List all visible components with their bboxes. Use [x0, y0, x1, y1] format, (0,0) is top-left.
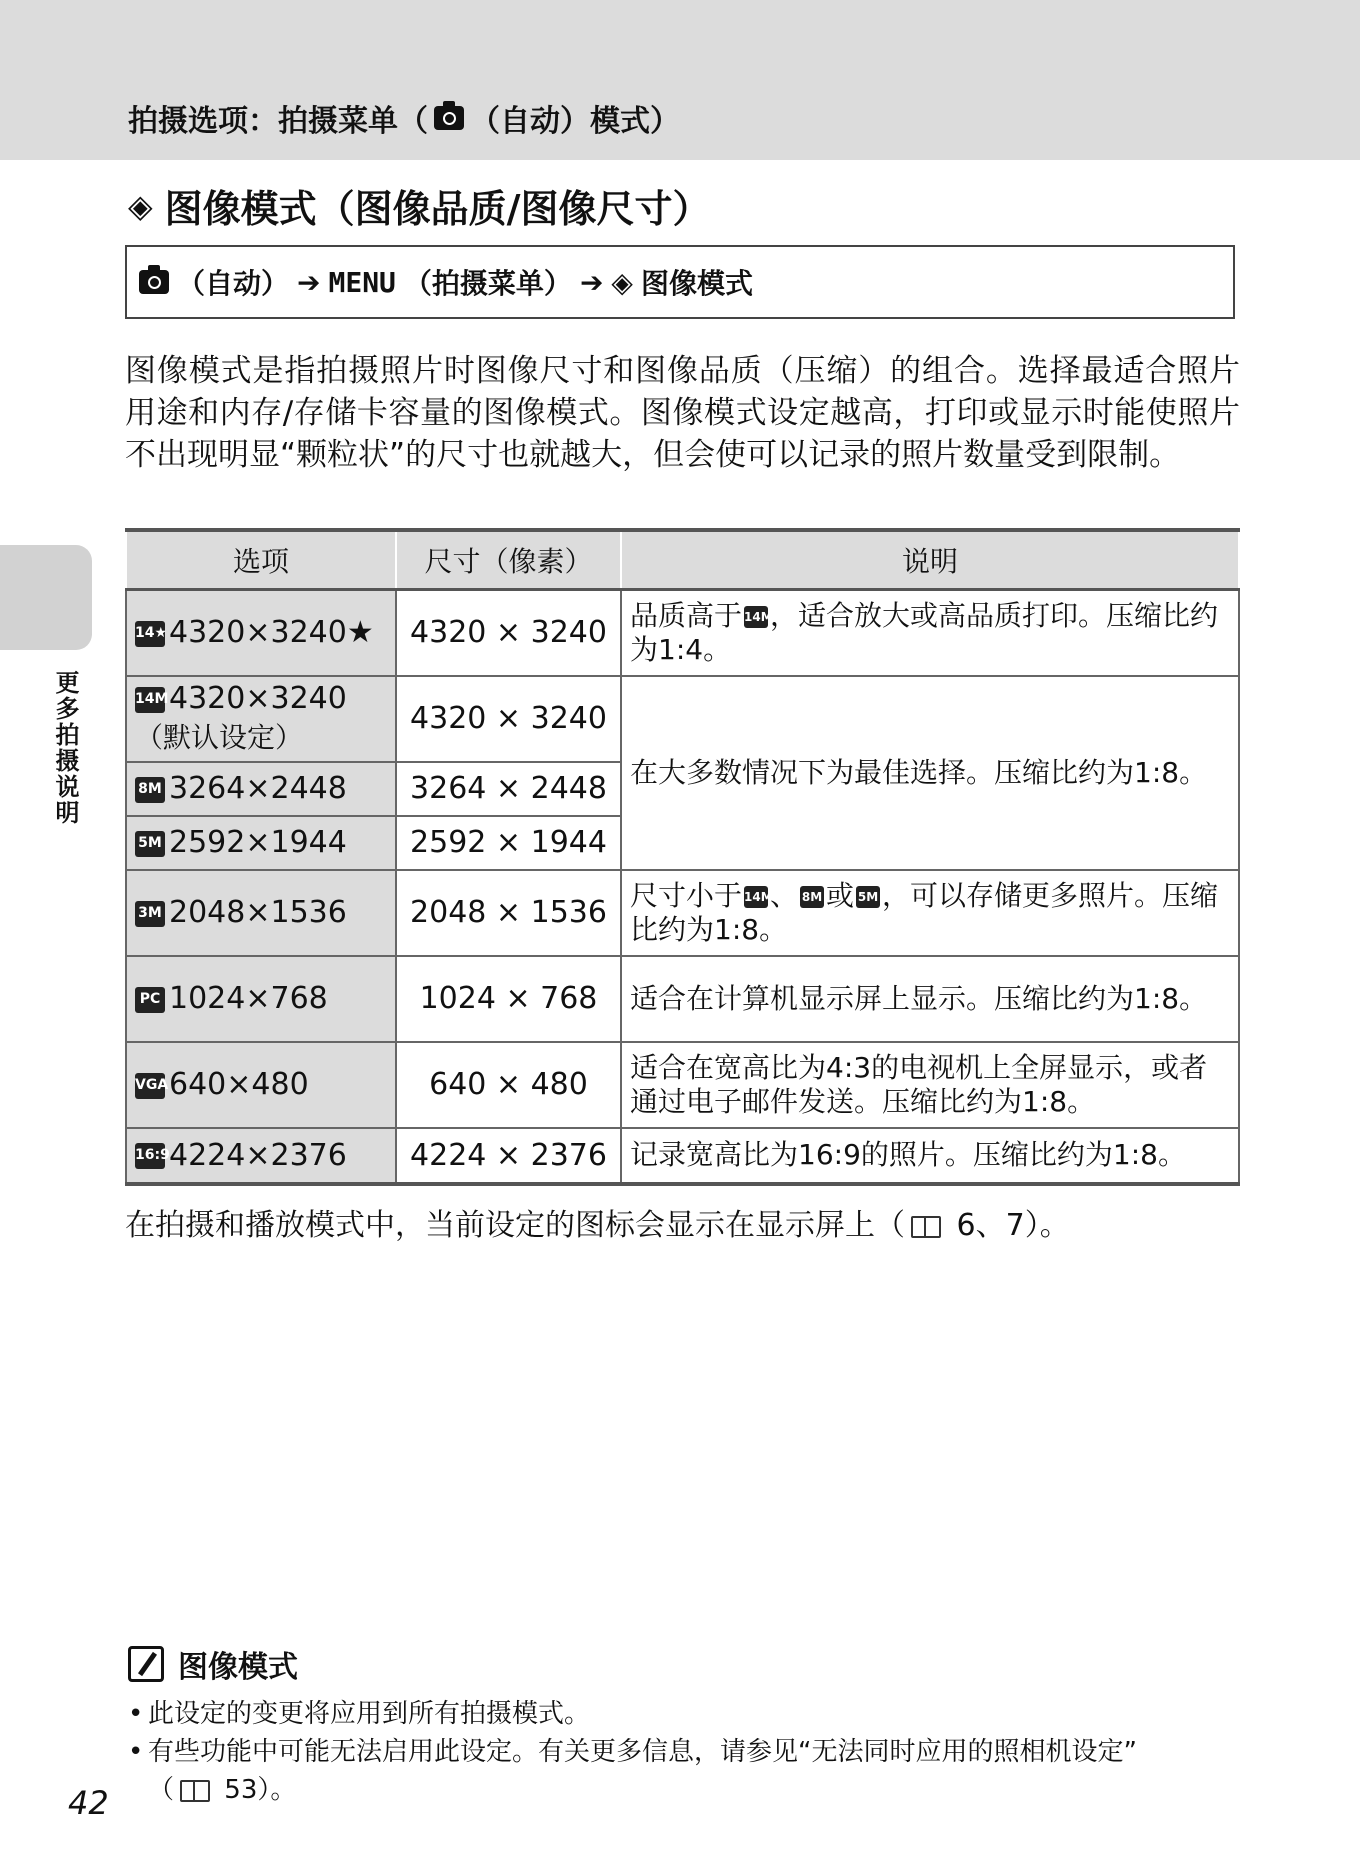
- pencil-note-icon: [128, 1646, 164, 1682]
- tip-title: 图像模式: [178, 1650, 298, 1685]
- option-cell: [126, 956, 396, 1042]
- list-item: [128, 1733, 1238, 1809]
- image-mode-5m-icon: 5M: [135, 831, 165, 857]
- image-mode-pc-icon: PC: [135, 987, 165, 1013]
- menu-label: MENU: [328, 265, 396, 299]
- menu-path-box: [125, 245, 1235, 319]
- option-cell: [126, 816, 396, 870]
- ref-text: （: [148, 1775, 175, 1805]
- menu-path-part1: （自动）: [177, 267, 290, 300]
- image-mode-14m-fine-icon: 14★: [135, 621, 165, 647]
- default-setting-note: （默认设定）: [135, 721, 304, 754]
- camera-icon: [434, 106, 464, 130]
- option-cell: [126, 870, 396, 956]
- image-mode-3m-icon: 3M: [135, 901, 165, 927]
- bullet-dot-icon: •: [128, 1699, 144, 1729]
- header-breadcrumb: [128, 96, 680, 140]
- table-row: [126, 1128, 1239, 1184]
- arrow-icon: ➔: [579, 265, 604, 299]
- image-mode-icon: ◈: [611, 265, 633, 299]
- list-item: [128, 1695, 1238, 1733]
- page-title: [128, 178, 711, 233]
- intro-paragraph: 图像模式是指拍摄照片时图像尺寸和图像品质（压缩）的组合。选择最适合照片用途和内存/存储卡容量的图像模式。图像模式设定越高，打印或显示时能使照片不出现明显“颗粒状”的尺寸也就越大，但会使可以记录的照片数量受到限制。: [125, 353, 1240, 473]
- image-mode-14m-icon: 14M: [744, 886, 768, 908]
- menu-path-part2: （拍摄菜单）: [403, 267, 572, 300]
- description-cell: 在大多数情况下为最佳选择。压缩比约为1:8。: [621, 676, 1239, 870]
- table-header-cell: 尺寸（像素）: [396, 530, 621, 590]
- desc-text: 或: [826, 878, 855, 912]
- size-cell: 4224 × 2376: [396, 1128, 621, 1184]
- bullet-text: [148, 1733, 1137, 1809]
- option-label: 3264×2448: [169, 771, 347, 806]
- image-mode-16-9-icon: 16:9: [135, 1143, 165, 1169]
- footnote-text: 在拍摄和播放模式中，当前设定的图标会显示在显示屏上（: [125, 1208, 905, 1243]
- table-row: [126, 956, 1239, 1042]
- tip-bullets: [128, 1695, 1238, 1809]
- bullet-text-main: 有些功能中可能无法启用此设定。有关更多信息，请参见“无法同时应用的照相机设定”: [148, 1737, 1137, 1767]
- size-cell: 4320 × 3240: [396, 590, 621, 676]
- table-row: [126, 676, 1239, 762]
- desc-text: ，适合放大或高品质打印。压缩比约为1:4。: [630, 598, 1219, 666]
- header-prefix: 拍摄选项：拍摄菜单（: [128, 104, 428, 139]
- image-mode-14m-icon: 14M: [135, 687, 165, 713]
- side-tab: [0, 545, 92, 650]
- side-tab-label: 更多拍摄说明: [51, 670, 79, 826]
- option-cell: [126, 1042, 396, 1128]
- camera-icon: [139, 270, 169, 294]
- option-label: 4320×3240★: [169, 615, 374, 651]
- table-row: [126, 870, 1239, 956]
- table-row: [126, 590, 1239, 676]
- option-label: 4320×3240: [169, 681, 347, 716]
- table-row: [126, 1042, 1239, 1128]
- header-suffix: （自动）模式）: [470, 104, 680, 139]
- option-cell: [126, 676, 396, 762]
- description-cell: 记录宽高比为16:9的照片。压缩比约为1:8。: [621, 1128, 1239, 1184]
- option-label: 4224×2376: [169, 1137, 347, 1173]
- option-label: 640×480: [169, 1067, 309, 1102]
- image-mode-vga-icon: VGA: [135, 1073, 165, 1099]
- desc-text: 品质高于: [630, 598, 743, 632]
- page-title-text: 图像模式（图像品质/图像尺寸）: [164, 187, 711, 231]
- option-label: 2048×1536: [169, 895, 347, 930]
- size-cell: 1024 × 768: [396, 956, 621, 1042]
- tip-heading: [128, 1642, 298, 1686]
- arrow-icon: ➔: [297, 265, 321, 299]
- size-cell: 3264 × 2448: [396, 762, 621, 816]
- bullet-dot-icon: •: [128, 1737, 144, 1767]
- size-cell: 2592 × 1944: [396, 816, 621, 870]
- option-label: 2592×1944: [169, 825, 347, 860]
- size-cell: 2048 × 1536: [396, 870, 621, 956]
- footnote-text: 6、7）。: [947, 1208, 1070, 1243]
- image-mode-14m-icon: 14M: [744, 606, 768, 628]
- description-cell: [621, 590, 1239, 676]
- image-mode-5m-icon: 5M: [856, 886, 880, 908]
- image-mode-table: [125, 528, 1240, 1186]
- desc-text: 尺寸小于: [630, 878, 743, 912]
- description-cell: [621, 870, 1239, 956]
- table-header-row: [126, 530, 1239, 590]
- image-mode-icon: ◈: [128, 186, 153, 225]
- size-cell: 640 × 480: [396, 1042, 621, 1128]
- image-mode-8m-icon: 8M: [135, 777, 165, 803]
- book-reference-icon: [911, 1216, 941, 1238]
- option-cell: [126, 1128, 396, 1184]
- book-reference-icon: [180, 1780, 210, 1802]
- option-cell: [126, 762, 396, 816]
- description-cell: 适合在宽高比为4:3的电视机上全屏显示，或者通过电子邮件发送。压缩比约为1:8。: [621, 1042, 1239, 1128]
- image-mode-8m-icon: 8M: [800, 886, 824, 908]
- page-number: 42: [68, 1784, 109, 1822]
- desc-text: 、: [770, 878, 799, 912]
- option-label: 1024×768: [169, 981, 328, 1016]
- description-cell: 适合在计算机显示屏上显示。压缩比约为1:8。: [621, 956, 1239, 1042]
- desc-text: ，可以存储更多照片。压缩比约为1:8。: [630, 878, 1219, 946]
- menu-path-part3: 图像模式: [640, 267, 753, 300]
- table-footnote: [125, 1200, 1245, 1244]
- table-header-cell: 选项: [126, 530, 396, 590]
- ref-text: 53）。: [216, 1775, 297, 1805]
- size-cell: 4320 × 3240: [396, 676, 621, 762]
- table-header-cell: 说明: [621, 530, 1239, 590]
- bullet-text: 此设定的变更将应用到所有拍摄模式。: [148, 1699, 591, 1729]
- option-cell: [126, 590, 396, 676]
